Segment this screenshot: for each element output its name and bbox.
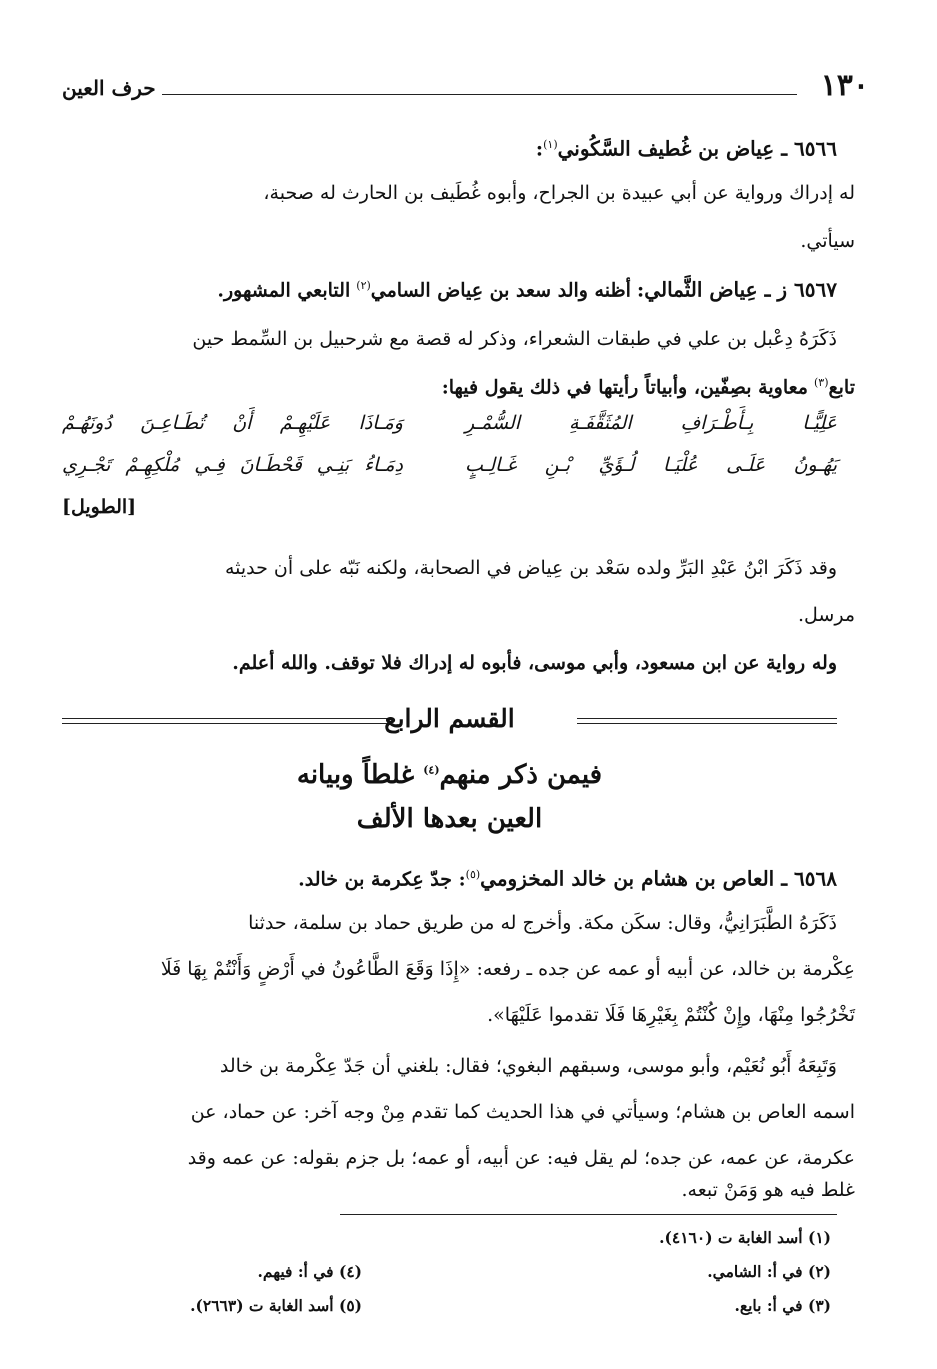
heading-text: غلطاً وبيانه bbox=[296, 760, 415, 790]
footnote-4: (٤) في أ: فيهم. bbox=[257, 1262, 362, 1281]
entry-6567-para3-line1: وقد ذَكَرَ ابْنُ عَبْدِ البَرِّ ولده سَعْد بن عِياض في الصحابة، ولكنه نَبّه على أن حديثه bbox=[224, 557, 837, 579]
entry-6567-para3-line2: مرسل. bbox=[797, 604, 855, 626]
entry-6568-para1-line1: ذَكَرَهُ الطَّبَرَانِيُّ، وقال: سكَن مكة. وأخرج له من طريق حماد بن سلمة، حدثنا bbox=[248, 912, 837, 934]
verse-line-2 bbox=[62, 454, 837, 490]
verse-hemistich: دِمَـاءُ بَنِـي قَحْطَـانَ فِـي مُلْكِهِـمْ تَجْـرِي bbox=[62, 454, 403, 476]
entry-6568-para1-line3: تَخْرُجُوا مِنْهَا، وإِنْ كُنْتُمْ بِغَيْرِهَا فَلَا تقدموا عَلَيْهَا». bbox=[487, 1004, 855, 1026]
entry-6568-para2-line3: عكرمة، عن عمه، عن جده؛ لم يقل فيه: عن أبيه، أو عمه؛ بل جزم بقوله: عن عمه وقد bbox=[187, 1147, 855, 1169]
entry-text: التابعي المشهور. bbox=[217, 279, 351, 302]
double-rule bbox=[62, 718, 387, 724]
entry-6566-body-line2: سيأتي. bbox=[800, 230, 855, 252]
footnote-marker: (٢) bbox=[356, 279, 371, 292]
section-divider bbox=[62, 704, 837, 740]
entry-6567-para4: وله رواية عن ابن مسعود، وأبي موسى، فأبوه له إدراك فلا توقف. والله أعلم. bbox=[232, 652, 837, 674]
entry-text: : جدّ عِكرمة بن خالد. bbox=[298, 868, 466, 891]
header-title: حرف العين bbox=[62, 76, 156, 100]
header-rule bbox=[162, 94, 797, 95]
entry-6566-body-line1: له إدراك ورواية عن أبي عبيدة بن الجراح، وأبوه غُطَيف بن الحارث له صحبة، bbox=[263, 182, 855, 204]
entry-heading: ٦٥٦٧ ز ـ عِياض الثَّمالي: bbox=[636, 277, 837, 302]
entry-6568-para2-line1: وَتَبِعَهُ أَبُو نُعَيْم، وأبو موسى، وسبقهم البغوي؛ فقال: بلغني أن جَدّ عِكْرمة بن خالد bbox=[219, 1055, 837, 1077]
footnote-rule bbox=[340, 1214, 837, 1215]
entry-6567-heading bbox=[62, 263, 837, 313]
footnote-marker: (١) bbox=[543, 138, 558, 151]
entry-6566-heading bbox=[62, 122, 837, 172]
verse-hemistich: عَلِيًّـا بِـأَطْـرَافِ المُثَقَّفَـةِ السُّمْـرِ bbox=[465, 412, 837, 434]
entry-6568-heading bbox=[62, 852, 837, 902]
entry-6568-para2-line2: اسمه العاص بن هشام؛ وسيأتي في هذا الحديث كما تقدم مِنْ وجه آخر: عن حماد، عن bbox=[190, 1101, 855, 1123]
section-title: القسم الرابع bbox=[384, 704, 515, 733]
page-number: ١٣٠ bbox=[820, 68, 869, 103]
footnote-5: (٥) أسد الغابة ت (٢٦٦٣). bbox=[190, 1296, 362, 1315]
entry-text: تابع bbox=[828, 376, 855, 399]
footnote-1: (١) أسد الغابة ت (٤١٦٠). bbox=[659, 1228, 831, 1247]
verse-hemistich: وَمَـاذَا عَلَيْهِـمْ أَنْ تُطَـاعِـنَ دُونَهُـمْ bbox=[62, 412, 403, 434]
entry-heading: ٦٥٦٨ ـ العاص بن هشام بن خالد المخزومي bbox=[480, 866, 837, 891]
footnote-3: (٣) في أ: بايع. bbox=[734, 1296, 831, 1315]
meter-label: [الطويل] bbox=[62, 496, 137, 518]
heading-text: فيمن ذكر منهم bbox=[439, 760, 603, 790]
entry-text: معاوية بصِفّين، وأبياتاً رأيتها في ذلك يقول فيها: bbox=[441, 376, 808, 399]
verse-line-1 bbox=[62, 412, 837, 448]
footnote-marker: (٥) bbox=[465, 868, 481, 881]
entry-heading-colon: : bbox=[535, 136, 544, 161]
entry-6568-para2-line4: غلط فيه هو وَمَنْ تبعه. bbox=[681, 1179, 855, 1201]
running-header bbox=[62, 68, 869, 108]
footnote-marker: (٣) bbox=[814, 376, 829, 389]
footnote-2: (٢) في أ: الشامي. bbox=[707, 1262, 831, 1281]
verse-hemistich: يَهُـونُ عَلَـى عُلْيَـا لُـؤَيِّ بْـنِ غَـالِـبٍ bbox=[465, 454, 837, 476]
entry-heading: ٦٥٦٦ ـ عِياض بن غُطيف السَّكُوني bbox=[557, 136, 837, 161]
entry-text: أظنه والد سعد بن عِياض السامي bbox=[370, 279, 631, 302]
section-heading-2: العين بعدها الألف bbox=[356, 804, 543, 834]
entry-6568-para1-line2: عِكْرمة بن خالد، عن أبيه أو عمه عن جده ـ رفعه: «إِذَا وَقَعَ الطَّاعُونُ في أَرْضٍ وَأَنْتُمْ بِهَا فَلَا bbox=[160, 958, 855, 980]
footnote-marker: (٤) bbox=[423, 763, 440, 777]
entry-6567-para2-line1: ذَكَرَهُ دِعْبل بن علي في طبقات الشعراء، وذكر له قصة مع شرحبيل بن السِّمط حين bbox=[192, 328, 837, 350]
entry-6567-para2-line2 bbox=[62, 360, 855, 410]
section-heading-1 bbox=[62, 760, 837, 790]
